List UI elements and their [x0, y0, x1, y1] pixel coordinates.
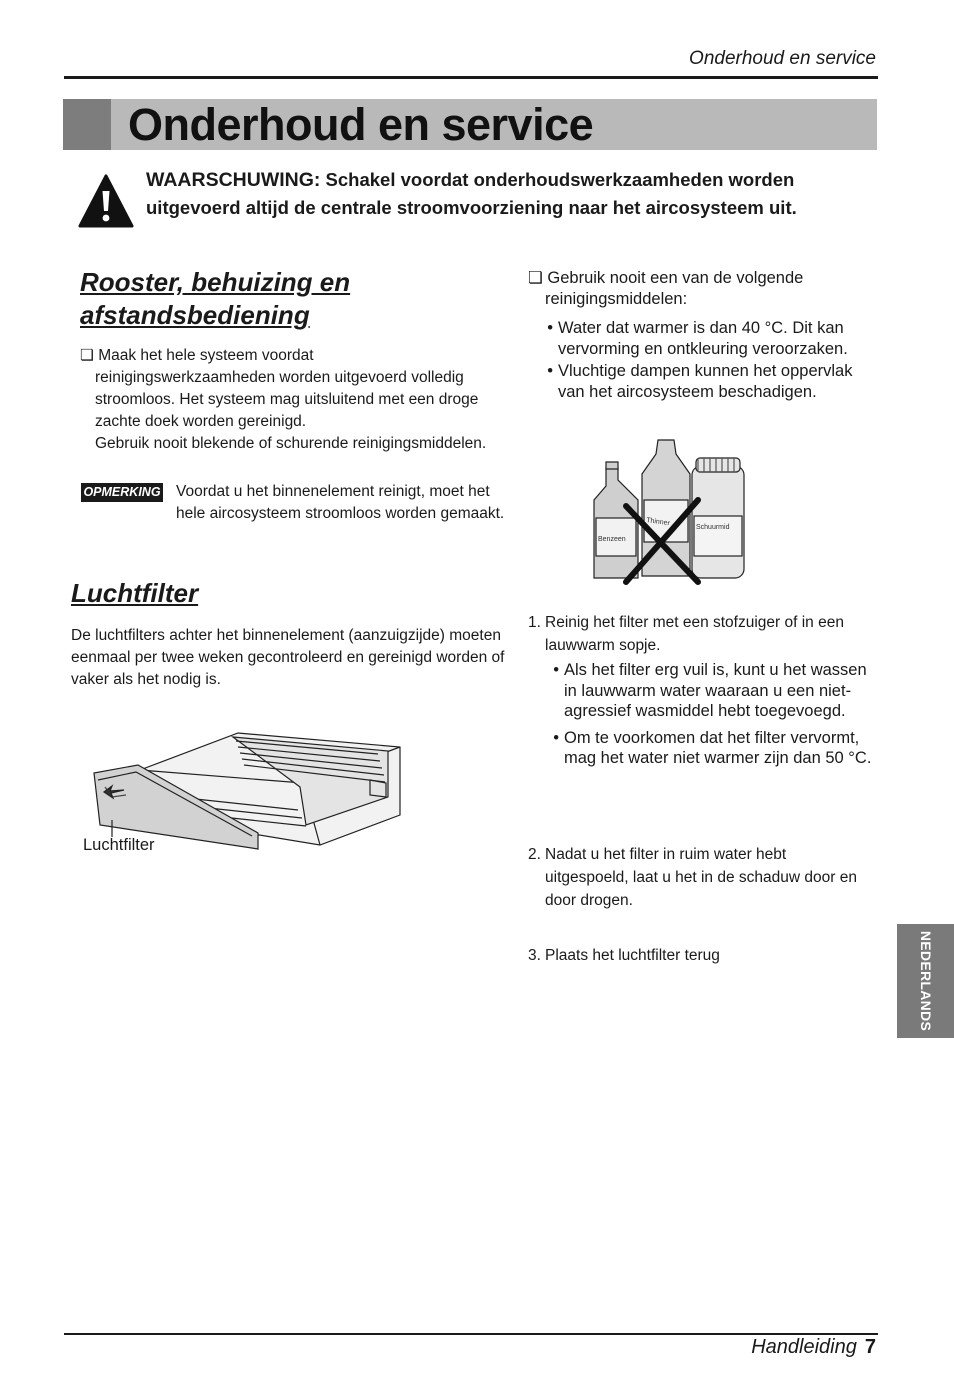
list-item-text: Om te voorkomen dat het filter vervormt, mag het water niet warmer zijn dan 50 °C.	[564, 728, 872, 767]
checkbox-bullet-icon: ❏	[528, 269, 548, 287]
list-item-text: Water dat warmer is dan 40 °C. Dit kan vervorming en ontkleuring veroorzaken.	[558, 319, 848, 358]
list-item: • Water dat warmer is dan 40 °C. Dit kan vervorming en ontkleuring veroorzaken.	[528, 318, 880, 360]
rooster-line: Maak het hele systeem voordat	[98, 347, 314, 364]
checkbox-bullet-icon: ❏	[80, 347, 99, 364]
language-tab	[897, 924, 954, 1038]
step-text: Nadat u het filter in ruim water hebt	[545, 846, 787, 863]
bottle-label: Benzeen	[598, 536, 626, 543]
cleaning-agents-list	[528, 318, 880, 404]
warning-icon	[78, 173, 134, 229]
note-text: Voordat u het binnenelement reinigt, moet het hele aircosysteem stroomloos worden gemaakt.	[176, 483, 505, 522]
step-number: 3.	[528, 947, 541, 964]
footer-rule	[64, 1333, 878, 1335]
running-header: Onderhoud en service	[689, 48, 876, 69]
rooster-line: Gebruik nooit blekende of schurende reinigingsmiddelen.	[95, 435, 487, 452]
rooster-paragraph	[80, 345, 520, 455]
warning-label: WAARSCHUWING:	[146, 169, 321, 191]
step-text: Reinig het filter met een stofzuiger of in een	[545, 614, 844, 631]
list-item-text: Als het filter erg vuil is, kunt u het wassen in lauwwarm water waaraan u een niet-agressief wasmiddel hebt toegevoegd.	[564, 661, 867, 720]
footer	[751, 1336, 876, 1359]
rooster-line: reinigingswerkzaamheden worden uitgevoerd volledig	[95, 369, 464, 386]
cleaning-agents-intro	[528, 268, 880, 310]
step-text: door drogen.	[545, 892, 633, 909]
heading-luchtfilter: Luchtfilter	[71, 578, 199, 608]
page-number: 7	[864, 1336, 876, 1358]
title-bar	[63, 99, 877, 150]
page-title: Onderhoud en service	[128, 99, 594, 150]
note-badge: OPMERKING	[81, 483, 163, 502]
step-text: Plaats het luchtfilter terug	[545, 947, 720, 964]
forbidden-cleaners-illustration	[588, 436, 748, 586]
step-1	[528, 611, 880, 657]
heading-rooster: Rooster, behuizing en afstandsbediening	[80, 267, 351, 330]
intro-line: Gebruik nooit een van de volgende	[547, 269, 804, 287]
step-number: 1.	[528, 614, 541, 631]
intro-line: reinigingsmiddelen:	[545, 290, 688, 308]
list-item-text: Vluchtige dampen kunnen het oppervlak van het aircosysteem beschadigen.	[558, 362, 853, 401]
luchtfilter-paragraph: De luchtfilters achter het binnenelement (aanzuigzijde) moeten eenmaal per twee weken gecontroleerd en gereinigd worden of vaker als het nodig is.	[71, 627, 505, 688]
warning-message: Schakel voordat onderhoudswerkzaamheden worden uitgevoerd altijd de centrale stroomvoorziening naar het aircosysteem uit.	[146, 169, 797, 218]
step-1-sublist	[528, 660, 880, 775]
footer-label: Handleiding	[751, 1336, 857, 1358]
list-item: • Om te voorkomen dat het filter vervormt, mag het water niet warmer zijn dan 50 °C.	[528, 728, 880, 769]
step-2	[528, 843, 880, 912]
header-rule	[64, 76, 878, 79]
rooster-line: stroomloos. Het systeem mag uitsluitend met een droge	[95, 391, 479, 408]
step-3	[528, 944, 880, 967]
language-tab-label: NEDERLANDS	[917, 930, 934, 1032]
title-accent-block	[63, 99, 111, 150]
rooster-line: zachte doek worden gereinigd.	[95, 413, 307, 430]
bottle-label: Schuurmid	[696, 524, 730, 531]
step-text: uitgespoeld, laat u het in de schaduw door en	[545, 869, 857, 886]
step-text: lauwwarm sopje.	[545, 637, 661, 654]
list-item: • Vluchtige dampen kunnen het oppervlak van het aircosysteem beschadigen.	[528, 361, 880, 403]
warning-text	[146, 166, 886, 221]
bottle-label: Thinner	[645, 517, 671, 528]
filter-caption: Luchtfilter	[83, 836, 155, 854]
list-item: • Als het filter erg vuil is, kunt u het wassen in lauwwarm water waaraan u een niet-agressief wasmiddel hebt toegevoegd.	[528, 660, 880, 722]
step-number: 2.	[528, 846, 541, 863]
